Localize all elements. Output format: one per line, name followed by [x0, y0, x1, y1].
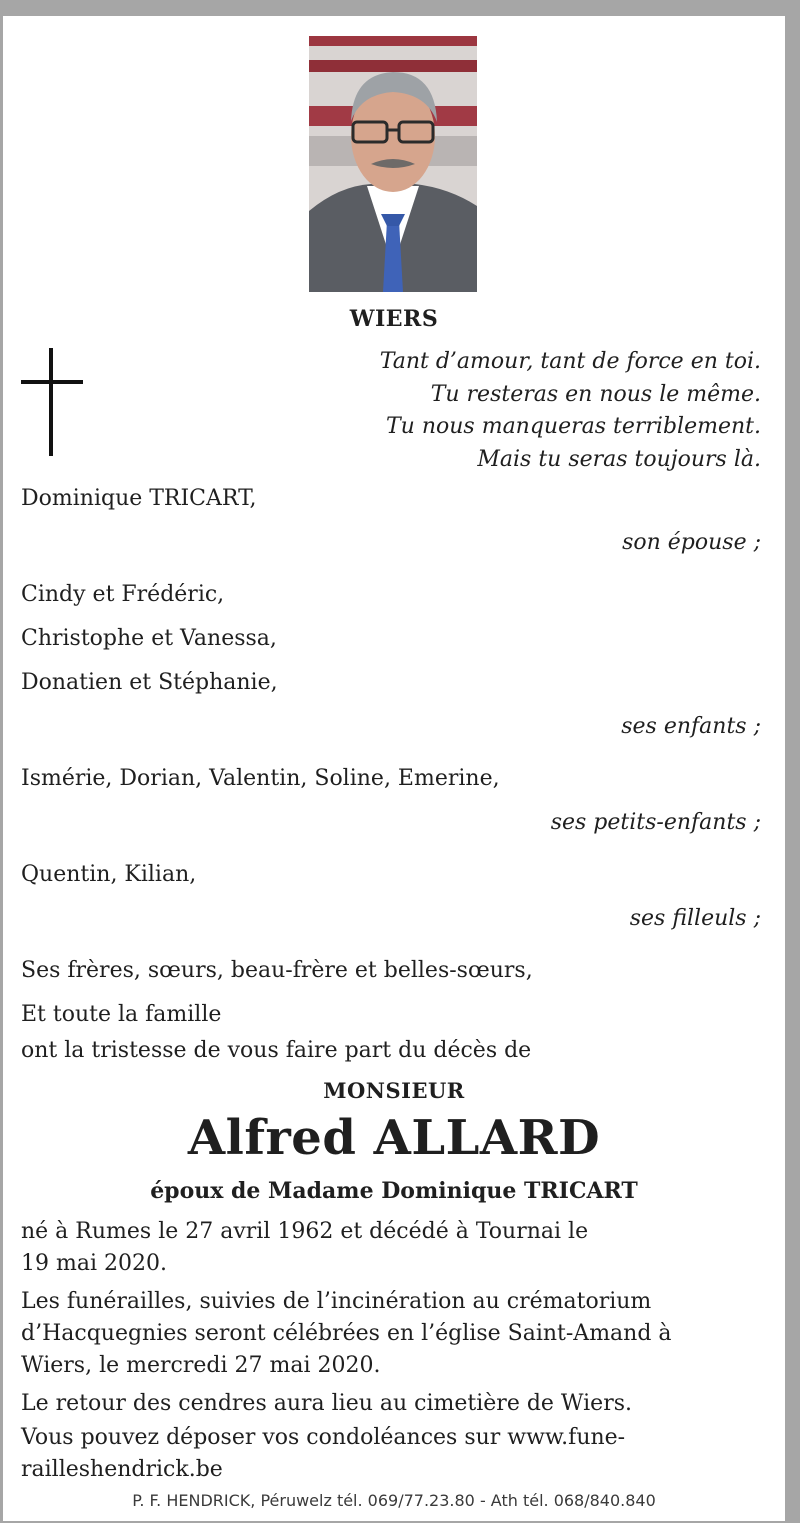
cross-icon [21, 348, 83, 456]
poem-line: Tu resteras en nous le même. [430, 381, 761, 407]
obituary-page [3, 16, 785, 1521]
spouse-name: Dominique TRICART, [21, 486, 257, 511]
place-heading: WIERS [349, 306, 439, 332]
child-name: Cindy et Frédéric, [21, 582, 225, 607]
funeral-line: Les funérailles, suivies de l’incinération au crématorium [21, 1289, 652, 1314]
poem-line: Tu nous manqueras terriblement. [386, 414, 761, 439]
deceased-title: MONSIEUR [323, 1078, 465, 1103]
family-all: Et toute la famille [21, 1002, 222, 1027]
portrait-photo [309, 36, 477, 292]
birth-death [21, 1216, 588, 1280]
grandchildren-names: Ismérie, Dorian, Valentin, Soline, Emerine, [21, 766, 500, 791]
undertaker-footer: P. F. HENDRICK, Péruwelz tél. 069/77.23.80 - Ath tél. 068/840.840 [132, 1491, 656, 1510]
siblings: Ses frères, sœurs, beau-frère et belles-sœurs, [21, 958, 533, 983]
grandchildren-role: ses petits-enfants ; [550, 810, 761, 835]
poem-line: Mais tu seras toujours là. [477, 446, 761, 472]
funeral-line: Wiers, le mercredi 27 mai 2020. [21, 1353, 381, 1378]
poem [380, 346, 761, 476]
condolences [21, 1422, 625, 1486]
birth-death-line: 19 mai 2020. [21, 1251, 167, 1276]
godchildren-role: ses filleuls ; [629, 906, 761, 931]
spouse-role: son épouse ; [622, 530, 761, 555]
funeral-line: d’Hacquegnies seront célébrées en l’église Saint-Amand à [21, 1321, 672, 1346]
children-role: ses enfants ; [621, 714, 761, 739]
deceased-name: Alfred ALLARD [187, 1110, 601, 1166]
poem-line: Tant d’amour, tant de force en toi. [379, 349, 761, 374]
deceased-spouse: époux de Madame Dominique TRICART [150, 1178, 638, 1204]
announcement: ont la tristesse de vous faire part du décès de [21, 1038, 532, 1063]
condolences-line: Vous pouvez déposer vos condoléances sur www.fune- [21, 1425, 626, 1450]
birth-death-line: né à Rumes le 27 avril 1962 et décédé à Tournai le [21, 1219, 589, 1244]
child-name: Christophe et Vanessa, [21, 626, 277, 651]
ashes-details: Le retour des cendres aura lieu au cimetière de Wiers. [21, 1391, 633, 1416]
godchildren-names: Quentin, Kilian, [21, 862, 197, 887]
condolences-line: railleshendrick.be [21, 1457, 223, 1482]
child-name: Donatien et Stéphanie, [21, 670, 278, 695]
funeral-details [21, 1286, 672, 1382]
